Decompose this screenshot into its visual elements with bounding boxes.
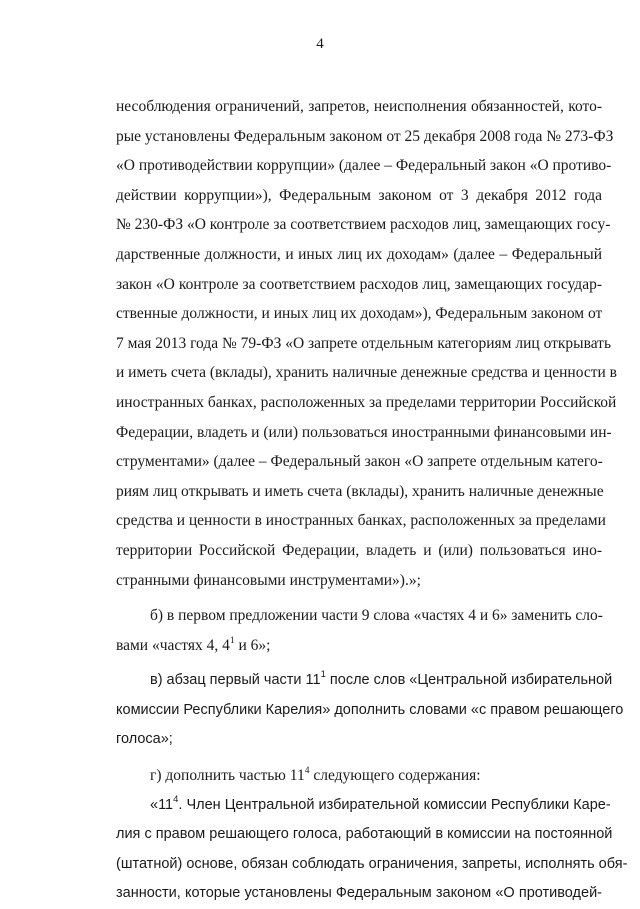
text-line: закон «О контроле за соответствием расходов лиц, замещающих государ- xyxy=(116,275,602,293)
paragraph-continuation xyxy=(116,92,617,595)
text-line: рые установлены Федеральным законом от 25 декабря 2008 года № 273-ФЗ xyxy=(116,127,614,145)
text-line: иностранных банках, расположенных за пределами территории Российской xyxy=(116,393,617,411)
text-fragment: . Член Центральной избирательной комиссии Республики Каре- xyxy=(178,796,611,813)
text-line: голоса»; xyxy=(116,731,173,748)
text-line: действии коррупции»), Федеральным законом от 3 декабря 2012 года xyxy=(116,186,602,204)
text-line: занности, которые установлены Федеральным законом «О противодей- xyxy=(116,885,602,902)
text-line: б) в первом предложении части 9 слова «частях 4 и 6» заменить сло- xyxy=(150,607,603,625)
text-line: средства и ценности в иностранных банках, расположенных за пределами xyxy=(116,512,606,530)
text-fragment: и 6»; xyxy=(234,636,271,654)
superscript: 4 xyxy=(304,765,310,776)
text-line: территории Российской Федерации, владеть и (или) пользоваться ино- xyxy=(116,541,602,559)
text-line: дарственные должности, и иных лиц их доходам» (далее – Федеральный xyxy=(116,245,602,263)
document-body xyxy=(116,92,628,909)
text-line: риям лиц открывать и иметь счета (вклады), хранить наличные денежные xyxy=(116,482,604,500)
text-line: 7 мая 2013 года № 79-ФЗ «О запрете отдельным категориям лиц открывать xyxy=(116,334,612,352)
text-line: и иметь счета (вклады), хранить наличные денежные средства и ценности в xyxy=(116,364,617,382)
item-g xyxy=(116,761,602,791)
text-line xyxy=(116,761,602,791)
text-line: несоблюдения ограничений, запретов, неисполнения обязанностей, кото- xyxy=(116,98,602,115)
text-line xyxy=(116,666,613,696)
text-line: странными финансовыми инструментами»).»; xyxy=(116,571,421,589)
text-fragment: «11 xyxy=(150,796,174,813)
page-number: 4 xyxy=(316,36,324,52)
text-line: ственные должности, и иных лиц их доходам»), Федеральным законом от xyxy=(116,305,603,323)
text-fragment: вами «частях 4, 4 xyxy=(116,636,230,654)
text-line xyxy=(116,791,611,821)
text-fragment: после слов «Центральной избирательной xyxy=(325,672,613,689)
text-line: струментами» (далее – Федеральный закон «О запрете отдельным катего- xyxy=(116,453,603,471)
text-line: Федерации, владеть и (или) пользоваться иностранными финансовыми ин- xyxy=(116,423,612,441)
superscript: 1 xyxy=(320,669,326,681)
text-line: комиссии Республики Карелия» дополнить словами «с правом решающего xyxy=(116,701,624,718)
item-v xyxy=(116,666,624,755)
superscript: 1 xyxy=(229,635,235,646)
item-b xyxy=(116,601,602,660)
quoted-part xyxy=(116,791,628,909)
text-line xyxy=(116,631,602,661)
text-fragment: г) дополнить частью 11 xyxy=(150,767,305,785)
text-fragment: следующего содержания: xyxy=(309,767,481,785)
text-fragment: в) абзац первый части 11 xyxy=(150,672,321,689)
text-line: № 230-ФЗ «О контроле за соответствием расходов лиц, замещающих госу- xyxy=(116,216,611,234)
text-line: «О противодействии коррупции» (далее – Федеральный закон «О противо- xyxy=(116,157,612,175)
text-line: лия с правом решающего голоса, работающий в комиссии на постоянной xyxy=(116,826,613,843)
text-line: (штатной) основе, обязан соблюдать ограничения, запреты, исполнять обя- xyxy=(116,855,628,872)
superscript: 4 xyxy=(173,793,179,805)
